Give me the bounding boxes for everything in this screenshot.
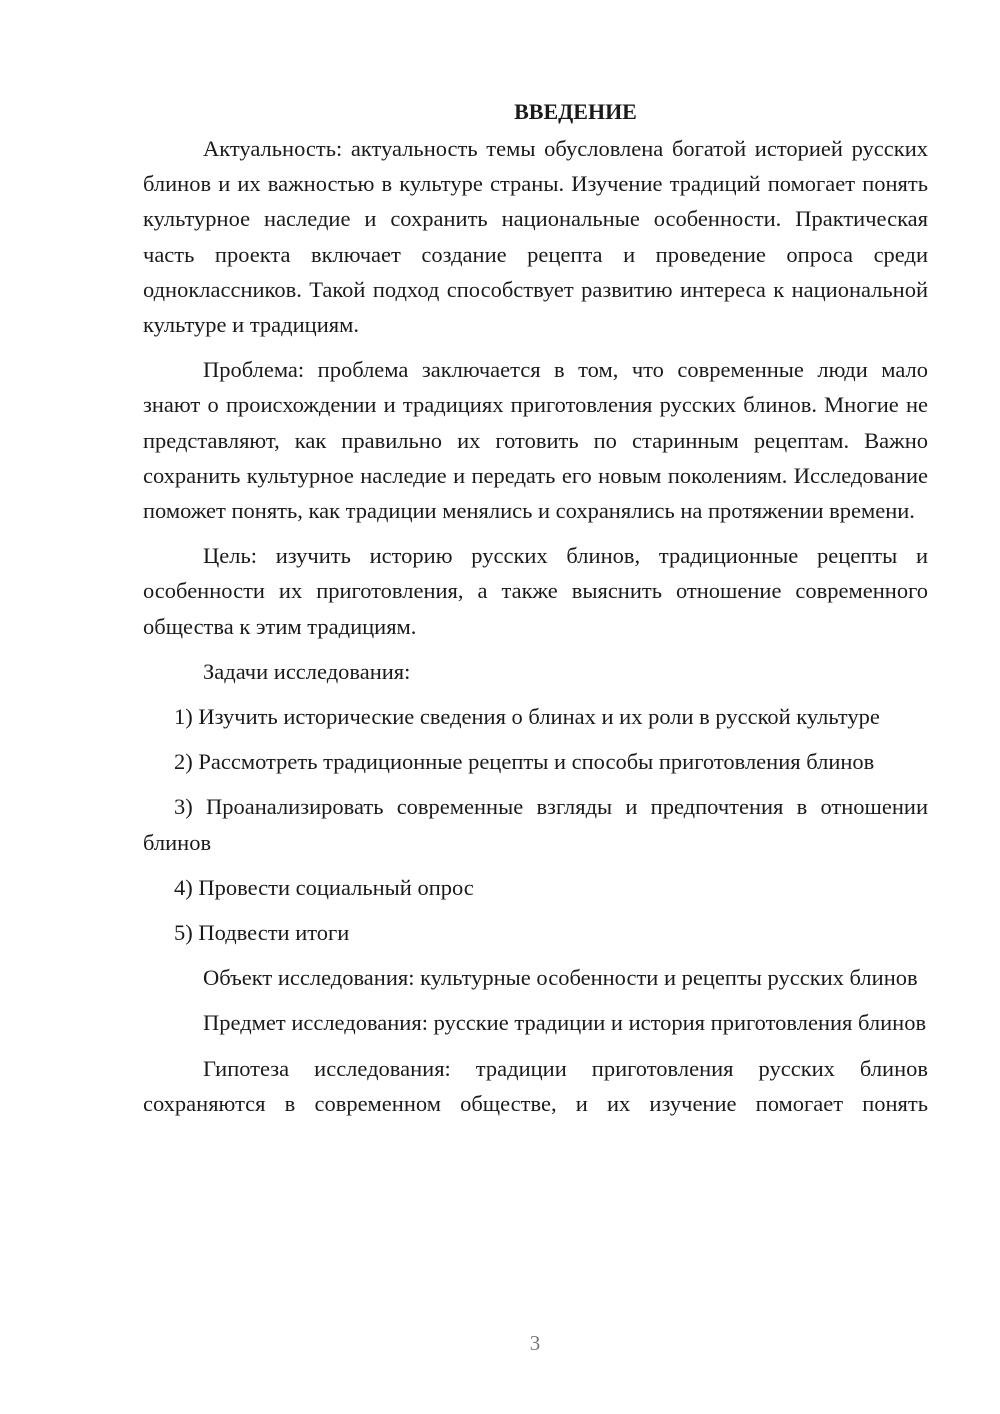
page-title: ВВЕДЕНИЕ — [514, 99, 637, 124]
relevance-paragraph: Актуальность: актуальность темы обусловлена богатой историей русских блинов и их важностью в культуре страны. Изучение традиций помогает понять культурное наследие и сохранить национальные особенности. Практическая часть проекта включает создание рецепта и проведение опроса среди одноклассников. Такой подход способствует развитию интереса к национальной культуре и традициям. — [143, 136, 928, 338]
goal-paragraph: Цель: изучить историю русских блинов, традиционные рецепты и особенности их приготовления, а также выяснить отношение современного общества к этим традициям. — [143, 543, 928, 639]
task-item-5: 5) Подвести итоги — [174, 920, 350, 946]
hypothesis-paragraph: Гипотеза исследования: традиции приготовления русских блинов сохраняются в современном обществе, и их изучение помогает понять — [143, 1055, 928, 1116]
task-item-1: 1) Изучить исторические сведения о блинах и их роли в русской культуре — [174, 704, 880, 730]
task-item-2: 2) Рассмотреть традиционные рецепты и способы приготовления блинов — [174, 749, 875, 775]
subject-paragraph: Предмет исследования: русские традиции и история приготовления блинов — [203, 1010, 927, 1036]
document-page — [143, 94, 928, 1131]
task-item-3: 3) Проанализировать современные взгляды и предпочтения в отношении блинов — [143, 794, 928, 855]
tasks-title: Задачи исследования: — [203, 658, 411, 684]
problem-paragraph: Проблема: проблема заключается в том, что современные люди мало знают о происхождении и традициях приготовления русских блинов. Многие не представляют, как правильно их готовить по старинным рецептам. Важно сохранить культурное наследие и передать его новым поколениям. Исследование поможет понять, как традиции менялись и сохранялись на протяжении времени. — [143, 357, 928, 524]
task-item-4: 4) Провести социальный опрос — [174, 874, 474, 900]
page-number: 3 — [529, 1331, 541, 1355]
object-paragraph: Объект исследования: культурные особенности и рецепты русских блинов — [203, 965, 918, 991]
